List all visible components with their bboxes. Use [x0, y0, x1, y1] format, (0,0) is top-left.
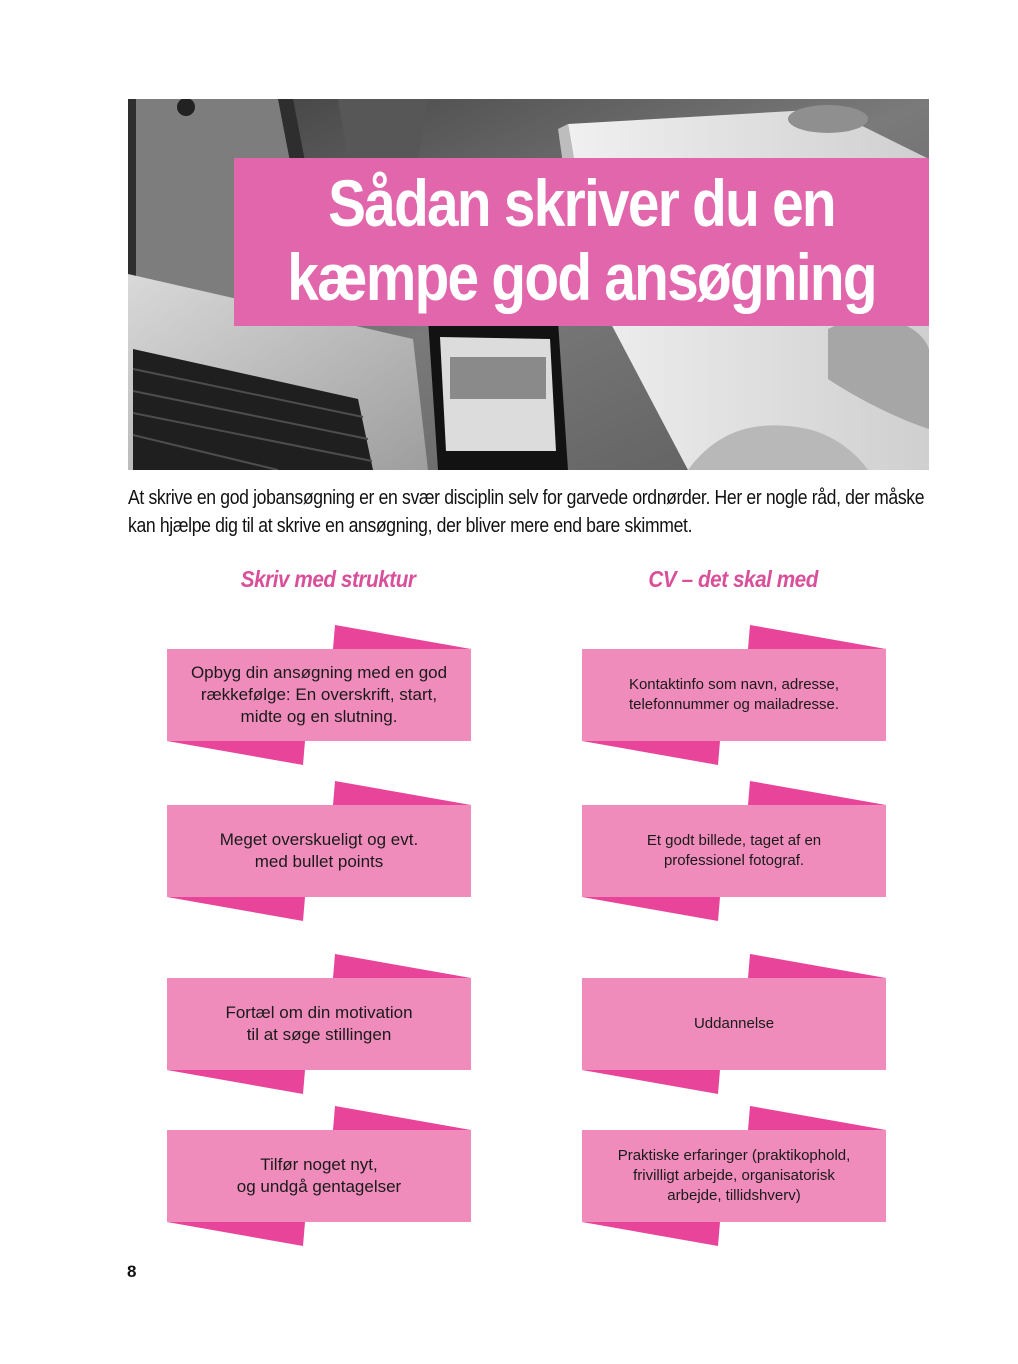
right-tip-card [582, 1106, 886, 1246]
right-tip-card [582, 781, 886, 921]
ribbon-fold-bottom [582, 897, 720, 921]
intro-paragraph [128, 484, 928, 540]
tip-text [167, 649, 471, 741]
left-column-heading: Skriv med struktur [240, 566, 416, 592]
tip-text-line: rækkefølge: En overskrift, start, [200, 685, 438, 704]
tip-text-line: telefonnummer og mailadresse. [628, 696, 840, 713]
ribbon-fold-top [333, 625, 471, 649]
left-tip-card [167, 781, 471, 921]
tip-text-line: Uddannelse [693, 1015, 775, 1032]
ribbon-fold-bottom [167, 1070, 305, 1094]
tip-text-line: og undgå gentagelser [236, 1177, 402, 1196]
ribbon-fold-bottom [167, 897, 305, 921]
tip-text-line: midte og en slutning. [240, 707, 398, 726]
page-title-line-2: kæmpe god ansøgning [287, 240, 876, 314]
ribbon-fold-top [333, 1106, 471, 1130]
tip-text-line: Tilfør noget nyt, [260, 1155, 378, 1174]
tip-text-line: Praktiske erfaringer (praktikophold, [617, 1147, 851, 1164]
tip-text [167, 1130, 471, 1222]
tip-text-line: Kontaktinfo som navn, adresse, [628, 676, 840, 693]
ribbon-fold-bottom [582, 1070, 720, 1094]
tip-text-line: Et godt billede, taget af en [646, 832, 822, 849]
right-column-heading: CV – det skal med [648, 566, 818, 592]
tip-text [582, 805, 886, 897]
ribbon-fold-top [748, 1106, 886, 1130]
tip-text [167, 805, 471, 897]
ribbon-fold-bottom [582, 741, 720, 765]
ribbon-fold-top [333, 954, 471, 978]
tip-text-line: professionel fotograf. [663, 852, 805, 869]
intro-line-1: At skrive en god jobansøgning er en svær disciplin selv for garvede ordnørder. Her er nogle råd, der måske [128, 487, 925, 509]
tip-text-line: Fortæl om din motivation [225, 1003, 413, 1022]
tip-text [167, 978, 471, 1070]
right-tip-card [582, 954, 886, 1094]
ribbon-fold-top [748, 954, 886, 978]
tip-text-line: med bullet points [254, 852, 384, 871]
page-title [234, 158, 929, 326]
ribbon-fold-top [333, 781, 471, 805]
tip-text [582, 649, 886, 741]
tip-text-line: Meget overskueligt og evt. [219, 830, 419, 849]
ribbon-fold-top [748, 625, 886, 649]
left-tip-card [167, 954, 471, 1094]
ribbon-fold-bottom [582, 1222, 720, 1246]
page-number: 8 [127, 1262, 137, 1281]
intro-line-2: kan hjælpe dig til at skrive en ansøgning, der bliver mere end bare skimmet. [128, 515, 693, 537]
tip-text [582, 978, 886, 1070]
right-tip-card [582, 625, 886, 765]
tip-text-line: arbejde, tillidshverv) [667, 1187, 801, 1204]
ribbon-fold-top [748, 781, 886, 805]
left-tip-card [167, 1106, 471, 1246]
ribbon-fold-bottom [167, 741, 305, 765]
tip-text-line: Opbyg din ansøgning med en god [190, 663, 448, 682]
ribbon-fold-bottom [167, 1222, 305, 1246]
page-title-line-1: Sådan skriver du en [328, 166, 835, 240]
left-tip-card [167, 625, 471, 765]
tip-text-line: frivilligt arbejde, organisatorisk [633, 1167, 835, 1184]
tip-text-line: til at søge stillingen [246, 1025, 392, 1044]
tip-text [582, 1130, 886, 1222]
